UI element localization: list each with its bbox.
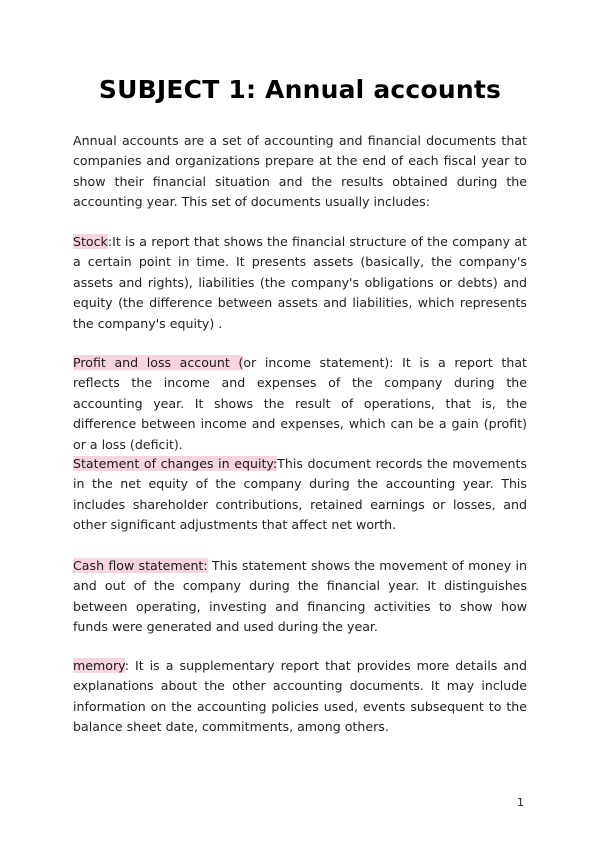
section-profit-and-loss (73, 353, 527, 455)
section-text-memory: : It is a supplementary report that provides more details and explanations about the other accounting documents. It may include information on the accounting policies used, events subsequent to the balance sheet date, commitments, among others. (73, 658, 527, 735)
term-highlight-changes-in-equity: Statement of changes in equity: (73, 456, 278, 471)
term-highlight-memory: memory (73, 658, 125, 673)
page-title: SUBJECT 1: Annual accounts (98, 75, 502, 104)
term-highlight-cash-flow: Cash flow statement: (73, 558, 208, 573)
section-text-profit-and-loss: or income statement): It is a report that reflects the income and expenses of the company during the accounting year. It shows the result of operations, that is, the difference between income and expenses, which can be a gain (profit) or a loss (deficit). (73, 355, 527, 452)
section-text-stock: :It is a report that shows the financial structure of the company at a certain point in time. It presents assets (basically, the company's assets and rights), liabilities (the company's obligations or debts) and equity (the difference between assets and liabilities, which represents the company's equity) . (73, 234, 527, 331)
section-text-changes-in-equity: This document records the movements in the net equity of the company during the accounting year. This includes shareholder contributions, retained earnings or losses, and other significant adjustments that affect net worth. (73, 456, 527, 533)
page-number: 1 (517, 796, 524, 809)
intro-paragraph: Annual accounts are a set of accounting and financial documents that companies and organizations prepare at the end of each fiscal year to show their financial situation and the results obtained during the accounting year. This set of documents usually includes: (73, 133, 527, 210)
section-cash-flow (73, 556, 527, 638)
term-highlight-stock: Stock (73, 234, 108, 249)
section-stock (73, 232, 527, 334)
term-highlight-profit-and-loss: Profit and loss account ( (73, 355, 244, 370)
section-text-cash-flow: This statement shows the movement of money in and out of the company during the financial year. It distinguishes between operating, investing and financing activities to show how funds were generated and used during the year. (73, 558, 527, 635)
section-changes-in-equity (73, 454, 527, 536)
section-memory (73, 656, 527, 738)
